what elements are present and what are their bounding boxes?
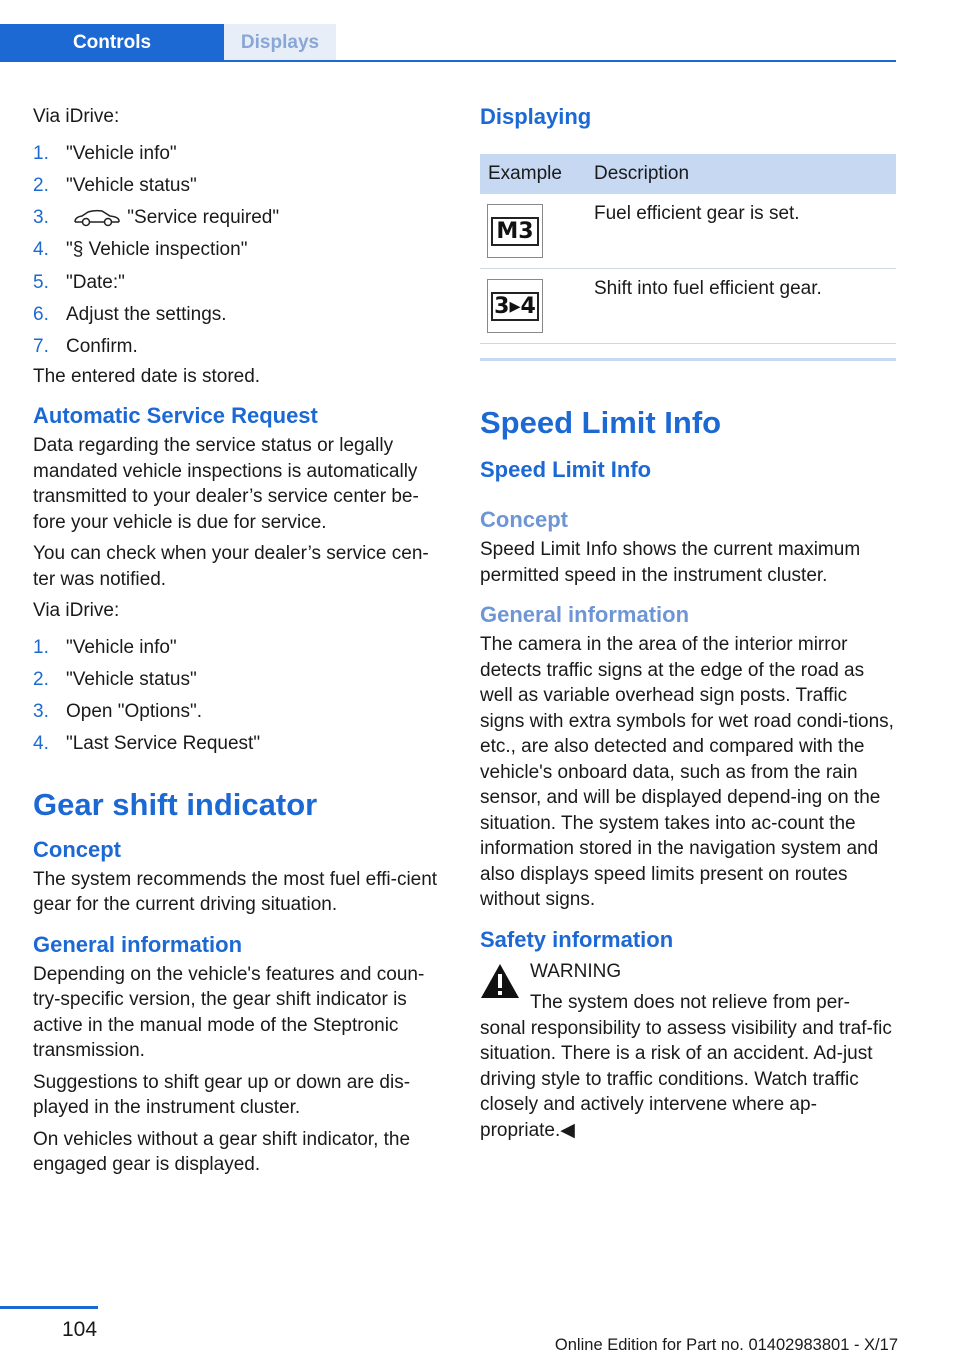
speed-limit-info-subheading: Speed Limit Info [480,457,652,482]
general-info-paragraph-3: On vehicles without a gear shift indicator, the engaged gear is displayed. [33,1128,411,1176]
footer-rule [0,1306,98,1309]
step-number: 6. [33,303,49,325]
general-info-heading: General information [480,602,690,627]
step-number: 2. [33,174,49,196]
list-item [33,202,449,234]
list-item [33,632,449,664]
step-text: "Vehicle status" [66,174,197,196]
left-column [33,98,449,1178]
gear-shift-heading: Gear shift indicator [33,786,318,822]
tab-controls[interactable]: Controls [0,24,224,60]
general-info-heading: General information [33,931,243,957]
step-number: 4. [33,239,49,261]
step-text: Adjust the settings. [66,303,227,325]
step-number: 7. [33,336,49,358]
right-column [480,98,896,1143]
step-text: "§ Vehicle inspection" [66,239,248,261]
example-cell [480,269,586,344]
chapter-tabs [0,24,896,62]
concept-paragraph: Speed Limit Info shows the current maximum permitted speed in the instrument cluster. [480,539,861,586]
gear-shift-3-to-4-icon [487,279,543,333]
step-number: 5. [33,271,49,293]
via-idrive-label: Via iDrive: [33,106,120,127]
list-item [33,696,449,728]
concept-heading: Concept [480,507,568,532]
gear-display-table [480,154,896,344]
list-item [33,331,449,363]
description-cell: Shift into fuel efficient gear. [586,269,896,344]
displaying-heading: Displaying [480,104,592,129]
example-cell [480,194,586,269]
column-header-example: Example [480,154,586,194]
step-number: 2. [33,668,49,690]
step-text: "Last Service Request" [66,733,261,755]
warning-label: WARNING [530,960,622,982]
gear-icon-text: M3 [491,217,539,246]
list-item [33,170,449,202]
asr-heading: Automatic Service Request [33,403,318,429]
page-number: 104 [62,1318,98,1341]
gear-icon-text: 3▸4 [491,292,539,321]
via-idrive-label: Via iDrive: [33,600,120,622]
car-icon [72,209,122,227]
step-number: 3. [33,207,49,229]
safety-info-heading: Safety information [480,926,674,952]
step-text: "Date:" [66,271,125,293]
warning-text: sonal responsibility to assess visibility and traf-fic situation. There is a risk of an accident. Ad-just driving style to traffic conditions. Watch traffic closely and actively intervene where ap-propriate.◀ [480,1017,892,1141]
warning-block [480,959,896,1016]
list-item [33,299,449,331]
list-item [33,728,449,760]
step-number: 4. [33,733,49,755]
stored-text: The entered date is stored. [33,365,261,387]
warning-triangle-icon [480,963,520,999]
table-header-row [480,154,896,194]
step-text: "Vehicle status" [66,668,197,690]
speed-limit-info-heading: Speed Limit Info [480,405,722,440]
idrive-steps-list [33,138,449,364]
table-bottom-rule [480,358,896,361]
general-info-paragraph-2: Suggestions to shift gear up or down are dis-played in the instrument cluster. [33,1071,411,1119]
gear-m3-icon [487,204,543,258]
step-text: "Vehicle info" [66,142,177,164]
asr-paragraph-1: Data regarding the service status or legally mandated vehicle inspections is automatically transmitted to your dealer’s service center be-fore your vehicle is due for service. [33,435,419,533]
warning-text-line-1: The system does not relieve from per- [530,992,850,1013]
concept-heading: Concept [33,836,121,862]
concept-paragraph: The system recommends the most fuel effi-cient gear for the current driving situation. [33,868,438,916]
column-header-description: Description [586,154,896,194]
edition-text: Online Edition for Part no. 01402983801 - X/17 [554,1336,898,1354]
table-row [480,194,896,269]
tab-displays[interactable]: Displays [224,24,336,60]
list-item [33,267,449,299]
step-text: Confirm. [66,336,138,358]
step-text: Open "Options". [66,701,203,723]
description-cell: Fuel efficient gear is set. [586,194,896,269]
step-number: 3. [33,701,49,723]
list-item [33,138,449,170]
asr-paragraph-2: You can check when your dealer’s service cen-ter was notified. [33,543,429,590]
general-info-paragraph-1: Depending on the vehicle's features and coun-try-specific version, the gear shift indicator is active in the manual mode of the Steptronic transmission. [33,963,425,1062]
step-number: 1. [33,142,49,164]
step-text: "Service required" [122,207,280,229]
general-info-paragraph: The camera in the area of the interior mirror detects traffic signs at the edge of the road as well as variable overhead sign posts. Traffic signs with extra symbols for wet road condi-tions, etc., are also detected and compared with the vehicle's onboard data, such as from the rain sensor, and will be displayed depend-ing on the situation. The system takes into ac-count the information stored in the navigation system and also displays speed limits present on routes without signs. [480,634,894,910]
step-number: 1. [33,636,49,658]
list-item [33,664,449,696]
service-request-steps-list [33,632,449,761]
list-item [33,234,449,266]
step-text: "Vehicle info" [66,636,177,658]
table-row [480,269,896,344]
